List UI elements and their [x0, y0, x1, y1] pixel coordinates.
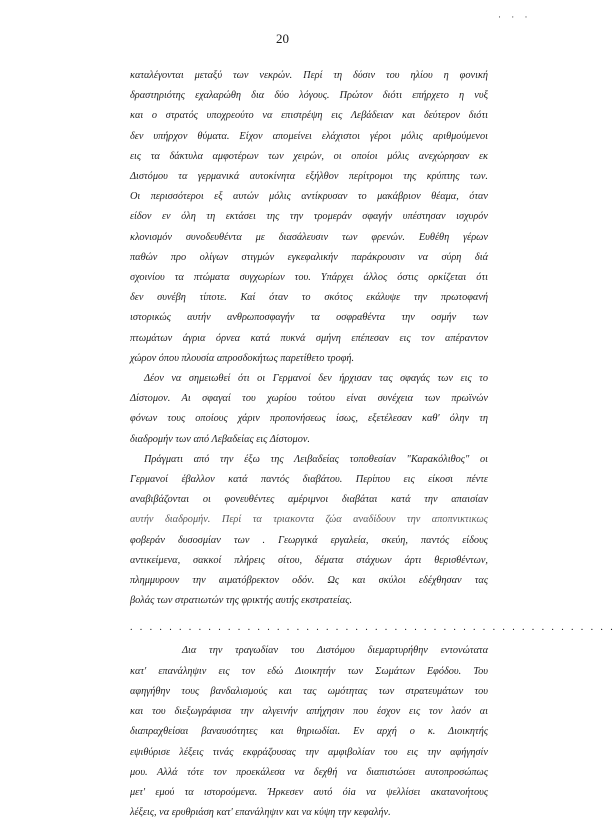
text-line: πτωμάτων άγρια όρνεα κατά πυκνά σμήνη επέπεσαν εις τον απέραντον — [130, 332, 488, 344]
text-line: παθών προ ολίγων στιγμών εγκεφαλικήν παράκρουσιν να σύρη διά — [130, 251, 488, 263]
text-line: αυτήν διαδρομήν. Περί τα τριακοντα ζώα αναδίδουν την αποπνικτικως — [130, 514, 488, 526]
page-number: 20 — [276, 31, 289, 46]
text-line: Δίστομον. Αι σφαγαί του χωρίου τούτου είναι συνέχεια των πρωϊνών — [130, 393, 488, 405]
text-line: και ο στρατός υποχρεούτο να επιστρέψη εις Λεβάδειαν και δεύτερον διότι — [130, 110, 488, 122]
body-text — [130, 66, 615, 823]
text-line: δεν υπήρχον θύματα. Είχον απομείνει ελάχιστοι γέροι μόλις αριθμούμενοι — [130, 130, 488, 142]
text-line: Διστόμου τα γερμανικά αυτοκίνητα εξήλθον περίτρομοι της κρύπτης των. — [130, 171, 488, 183]
text-line: πλημμυρουν την αιματόβρεκτον οδόν. Ως και σκύλοι εδέχθησαν τας — [130, 575, 488, 587]
text-line: και του διεξωγράφισα την αλγεινήν απήχησιν που έσχον εις τον λαόν αι — [130, 706, 488, 718]
text-line: διαδρομήν των από Λεβαδείας εις Δίστομον. — [130, 433, 310, 445]
text-line: δραστηριότης εχαλαρώθη δια δύο λόγους. Πρώτον διότι επήρχετο η νυξ — [130, 90, 488, 102]
text-line: λέξεις, να ερυθριάση κατ' επανάληψιν και να κύψη την κεφαλήν. — [130, 807, 391, 819]
text-line: Πράγματι από την έξω της Λειβαδείας τοποθεσίαν "Καρακόλιθος" οι — [144, 453, 488, 465]
text-line: Οι περισσότεροι εξ αυτών μόλις αντίκρυσαν το μακάβριον θέαμα, όταν — [130, 191, 488, 203]
text-line: καταλέγονται μεταξύ των νεκρών. Περί τη δύσιν του ηλίου η φονική — [130, 70, 488, 81]
text-line: βολάς των στρατιωτών της φρικτής αυτής εκστρατείας. — [130, 595, 353, 607]
text-line: μου. Αλλά τότε τον προεκάλεσα να δεχθή να διαπιστώσει αυτοπροσώπως — [130, 766, 488, 778]
text-line: εις τα δάκτυλα αμφοτέρων των χειρών, οι οποίοι μόλις ανεχώρησαν εκ — [130, 150, 488, 162]
scan-specks: · · · — [498, 12, 532, 22]
text-line: διαπραχθείσαι βαναυσότητες και θηριωδίαι. Εν αρχή ο κ. Διοικητής — [130, 726, 488, 738]
text-line: δεν συνέβη τίποτε. Καί όταν το σκότος εκάλυψε την πρωτοφανή — [130, 292, 488, 304]
text-line: αντικείμενα, σακκοί πλήρεις σίτου, δέματα στάχυων άρτι θερισθέντων, — [130, 554, 488, 566]
paragraph-4 — [130, 641, 488, 823]
text-line: Δέον να σημειωθεί ότι οι Γερμανοί δεν ήρχισαν τας σφαγάς των εις το — [144, 373, 488, 385]
text-line: κατ' επανάληψιν εις τον εδώ Διοικητήν των Σωμάτων Εφόδου. Του — [130, 665, 488, 677]
text-line: αφηγήθην τους βανδαλισμούς και τας ωμότητας των στρατευμάτων του — [130, 685, 488, 697]
text-line: φοβεράν δυσοσμίαν των . Γεωργικά εργαλεία, σκεύη, παντός είδους — [130, 534, 488, 546]
text-line: Δια την τραγωδίαν του Διστόμου διεμαρτυρήθην εντονώτατα — [182, 645, 488, 657]
text-line: αναβιβάζονται οι φονευθέντες αμέριμνοι διαβάται κατά την απαισίαν — [130, 494, 488, 506]
text-line: χώρον όπου πλουσία απροσδοκήτως παρετίθετο τροφή. — [130, 352, 355, 364]
text-line: είδον εν όλη τη εκτάσει της την τρομεράν σφαγήν υπέστησαν ισχυρόν — [130, 211, 488, 223]
text-line: εψιθύρισε λέξεις τινάς εκφράζουσας την αμφιβολίαν του εις την αφήγησίν — [130, 746, 488, 758]
text-line: κλονισμόν συνοδευθέντα με διασάλευσιν των φρενών. Ευθέθη γέρων — [130, 231, 488, 243]
dotted-separator: . . . . . . . . . . . . . . . . . . . . . . . . . . . . . . . . . . . . . . . . . . . . . . . . . . — [130, 622, 615, 634]
paragraph-1 — [130, 66, 488, 369]
paragraph-2 — [130, 369, 488, 450]
text-line: σχοινίου τα πτώματα συγχωρίων του. Υπάρχει άλλος όστις ορκίζεται ότι — [130, 272, 488, 284]
text-line: φόνων τους οποίους χάριν προπονήσεως ίσως, εξετέλεσαν καθ' όλην τη — [130, 413, 488, 425]
text-line: ιστορικώς αυτήν ανθρωποσφαγήν τα οσφραθέντα την οσμήν των — [130, 312, 488, 324]
text-line: μετ' εμού τα ιστορούμενα. Ήρκεσεν αυτό όia να ψελλίσει ακατανοήτους — [130, 786, 488, 798]
text-line: Γερμανοί έβαλλον κατά παντός διαβάτου. Περίπου εις είκοσι πέντε — [130, 474, 488, 486]
paragraph-3 — [130, 450, 488, 612]
